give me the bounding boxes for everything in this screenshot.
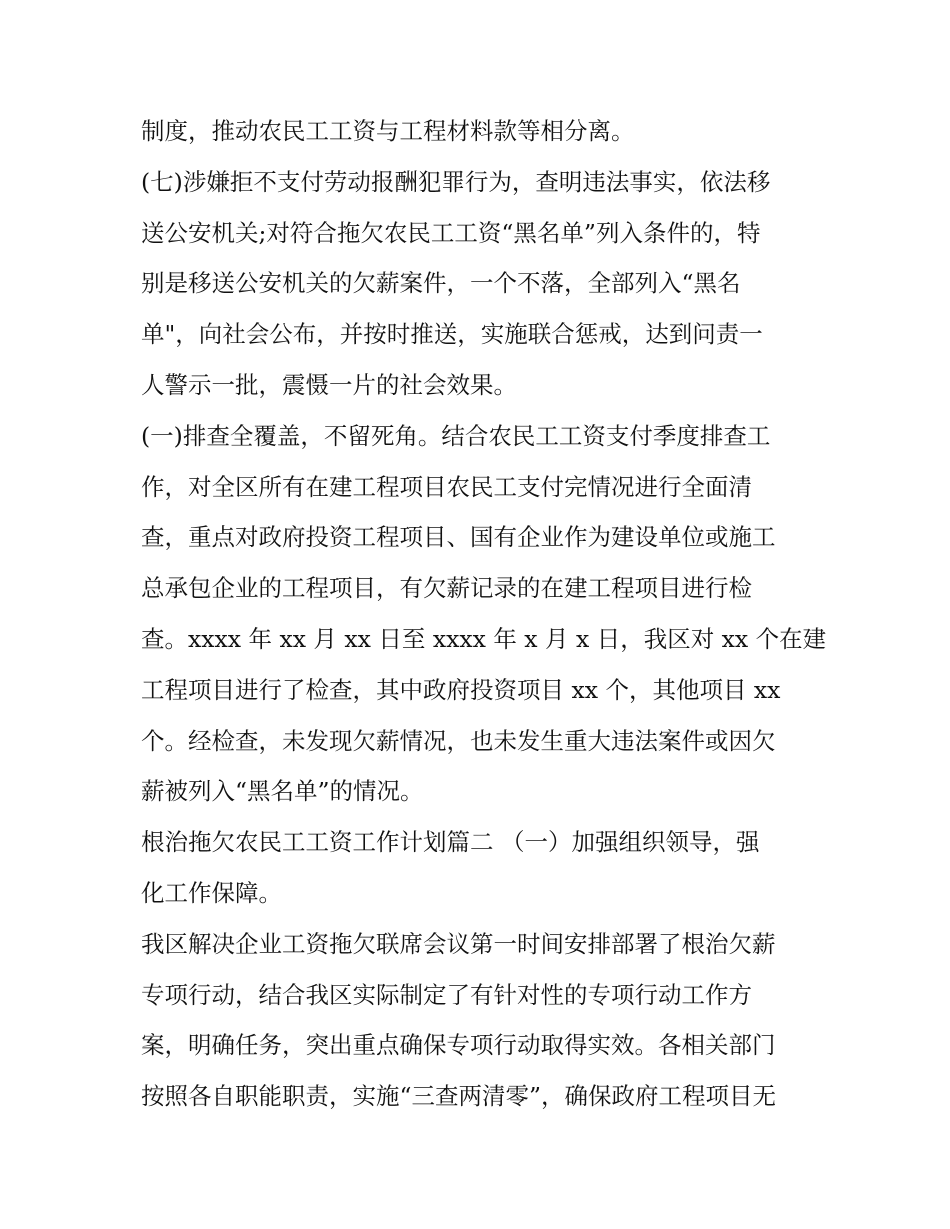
text-line: 人警示一批，震慑一片的社会效果。 xyxy=(141,370,517,399)
text-line: 根治拖欠农民工工资工作计划篇二 （一）加强组织领导，强 xyxy=(141,828,760,857)
text-line: 别是移送公安机关的欠薪案件，一个不落，全部列入“黑名 xyxy=(141,269,741,298)
text-line: 化工作保障。 xyxy=(141,878,282,907)
text-line: (七)涉嫌拒不支付劳动报酬犯罪行为，查明违法事实，依法移 xyxy=(141,167,771,196)
text-line: (一)排查全覆盖，不留死角。结合农民工工资支付季度排查工 xyxy=(141,421,771,450)
text-line: 查，重点对政府投资工程项目、国有企业作为建设单位或施工 xyxy=(141,523,776,552)
text-line: 案，明确任务，突出重点确保专项行动取得实效。各相关部门 xyxy=(141,1031,776,1060)
text-line: 我区解决企业工资拖欠联席会议第一时间安排部署了根治欠薪 xyxy=(141,929,776,958)
text-line: 专项行动，结合我区实际制定了有针对性的专项行动工作方 xyxy=(141,980,752,1009)
text-line: 工程项目进行了检查，其中政府投资项目 xx 个，其他项目 xx xyxy=(141,675,781,704)
text-line: 查。xxxx 年 xx 月 xx 日至 xxxx 年 x 月 x 日，我区对 xx 个在建 xyxy=(141,624,827,653)
text-line: 总承包企业的工程项目，有欠薪记录的在建工程项目进行检 xyxy=(141,574,752,603)
text-line: 个。经检查，未发现欠薪情况，也未发生重大违法案件或因欠 xyxy=(141,726,776,755)
document-body xyxy=(141,106,827,1122)
text-line: 单"，向社会公布，并按时推送，实施联合惩戒，达到问责一 xyxy=(141,320,763,349)
text-line: 按照各自职能职责，实施“三查两清零”，确保政府工程项目无 xyxy=(141,1082,777,1111)
text-line: 制度，推动农民工工资与工程材料款等相分离。 xyxy=(141,117,635,145)
text-line: 送公安机关;对符合拖欠农民工工资“黑名单”列入条件的，特 xyxy=(141,218,761,247)
text-line: 作，对全区所有在建工程项目农民工支付完情况进行全面清 xyxy=(141,472,752,501)
text-line: 薪被列入“黑名单”的情况。 xyxy=(141,777,424,806)
